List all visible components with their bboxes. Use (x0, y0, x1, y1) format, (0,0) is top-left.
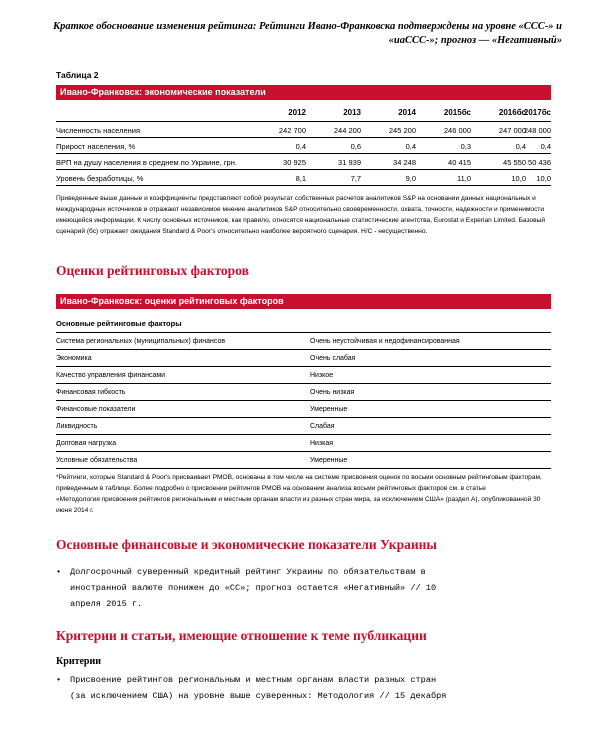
note-line: приведенным в таблице. Более подробно о присвоении рейтингов РМОВ на основании анализа восьми рейтинговых факторов см. в статье (56, 485, 486, 492)
table-row (56, 367, 551, 384)
factor-label: Система региональных (муниципальных) финансов (56, 338, 226, 345)
page-header (42, 20, 562, 48)
note-line: Приведенные выше данные и коэффициенты представляют собой результат собственных расчетов аналитиков S&P на основании данных национальных и (56, 195, 536, 202)
table-row (56, 170, 551, 186)
bullet-line: (за исключением США) на уровне выше суверенных: Методология // 15 декабря (70, 691, 447, 701)
row-value: 248 000 (523, 126, 551, 135)
factor-value: Умеренные (310, 406, 348, 413)
table-row (56, 350, 551, 367)
year-header: 2015бс (443, 108, 471, 117)
factors-table-note (56, 472, 551, 516)
factor-value: Слабая (310, 423, 335, 430)
row-value: 8,1 (295, 174, 306, 183)
row-value: 7,7 (350, 174, 361, 183)
bullet-icon: • (56, 675, 62, 685)
year-header: 2016бс (498, 108, 526, 117)
table-row (56, 333, 551, 350)
note-line: имеющейся информации. К числу основных источников, как правило, относятся национальные статистические агентства, Eurostat и Experian Limited. Базовый (56, 217, 546, 224)
factor-label: Условные обязательства (56, 457, 138, 464)
factor-value: Очень неустойчивая и недофинансированная (310, 338, 460, 345)
table-row (56, 418, 551, 435)
row-value: 45 550 (503, 158, 526, 167)
row-value: 246 000 (443, 126, 471, 135)
economic-table-header (56, 105, 551, 120)
year-header: 2017бс (523, 108, 551, 117)
section-title: Критерии и статьи, имеющие отношение к теме публикации (56, 628, 427, 643)
row-value: 0,4 (515, 142, 526, 151)
row-value: 0,4 (405, 142, 416, 151)
year-header: 2013 (343, 108, 361, 117)
bullet-line: иностранной валюте понижен до «CC»; прогноз остается «Негативный» // 10 (70, 583, 437, 593)
header-line-1: Краткое обоснование изменения рейтинга: Рейтинги Ивано-Франковска подтверждены на уровне «CCC-» и (52, 21, 562, 32)
row-value: 0,6 (350, 142, 361, 151)
bullet-line: Долгосрочный суверенный кредитный рейтинг Украины по обязательствам в (70, 567, 426, 577)
factor-value: Умеренные (310, 457, 348, 464)
factor-label: Экономика (56, 355, 92, 362)
row-label: Уровень безработицы, % (56, 174, 144, 183)
table-row (56, 435, 551, 452)
row-value: 50 436 (528, 158, 551, 167)
row-value: 0,3 (460, 142, 471, 151)
row-value: 10,0 (536, 174, 551, 183)
note-line: июня 2014 г. (56, 507, 94, 514)
row-value: 11,0 (456, 174, 471, 183)
row-label: Численность населения (56, 126, 141, 135)
table-row (56, 452, 551, 469)
note-line: сценарий (бс) отражает ожидания Standard & Poor's относительно наиболее вероятного сценария. Н/С - несущественно. (56, 228, 428, 235)
factors-subheader: Основные рейтинговые факторы (56, 319, 182, 328)
factor-label: Ликвидность (56, 423, 98, 430)
table-row (56, 401, 551, 418)
factor-label: Финансовые показатели (56, 406, 136, 413)
note-line: «Методология присвоения рейтингов региональным и местным органам власти из разных стран мира, за исключением США» (раздел А), опубликованной 30 (56, 496, 541, 503)
section-title: Основные финансовые и экономические показатели Украины (56, 537, 437, 552)
row-value: 247 000 (498, 126, 526, 135)
bullet-line: апреля 2015 г. (70, 599, 143, 609)
row-value: 242 700 (278, 126, 306, 135)
year-header: 2012 (288, 108, 306, 117)
economic-table-title: Ивано-Франковск: экономические показатели (56, 85, 551, 100)
row-value: 9,0 (405, 174, 416, 183)
factor-value: Очень низкая (310, 389, 355, 396)
factor-value: Низкая (310, 440, 334, 447)
row-value: 30 925 (283, 158, 306, 167)
factor-label: Качество управления финансами (56, 372, 166, 379)
row-value: 0,4 (540, 142, 551, 151)
row-value: 0,4 (295, 142, 306, 151)
bullet-line: Присвоение рейтингов региональным и местным органам власти разных стран (70, 675, 437, 685)
header-line-2: «uaCCC-»; прогноз — «Негативный» (388, 35, 562, 46)
year-header: 2014 (398, 108, 416, 117)
table-row (56, 138, 551, 154)
table-row (56, 154, 551, 170)
table-row (56, 122, 551, 138)
factor-label: Финансовая гибкость (56, 389, 126, 396)
subsection-title: Критерии (56, 656, 102, 667)
row-label: ВРП на душу населения в среднем по Украине, грн. (56, 158, 237, 167)
row-label: Прирост населения, % (56, 142, 136, 151)
table-row (56, 384, 551, 401)
section-title: Оценки рейтинговых факторов (56, 263, 249, 278)
factors-table-title: Ивано-Франковск: оценки рейтинговых факторов (56, 294, 551, 309)
table-caption: Таблица 2 (56, 70, 99, 80)
row-value: 10,0 (511, 174, 526, 183)
note-line: *Рейтинги, которые Standard & Poor's присваивает РМОВ, основаны в том числе на системе присвоения оценок по восьми основным рейтинговым факторам, (56, 474, 542, 481)
row-value: 245 200 (388, 126, 416, 135)
row-value: 31 939 (338, 158, 361, 167)
bullet-icon: • (56, 567, 62, 577)
row-value: 34 248 (393, 158, 416, 167)
row-value: 40 415 (448, 158, 471, 167)
row-value: 244 200 (333, 126, 361, 135)
factor-label: Долговая нагрузка (56, 440, 117, 447)
factor-value: Очень слабая (310, 355, 356, 362)
note-line: международных источников и отражают независимое мнение аналитиков S&P относительно своевременности, охвата, точности, надежности и применимости (56, 206, 545, 213)
economic-table-note (56, 193, 551, 237)
factor-value: Низкое (310, 372, 334, 379)
